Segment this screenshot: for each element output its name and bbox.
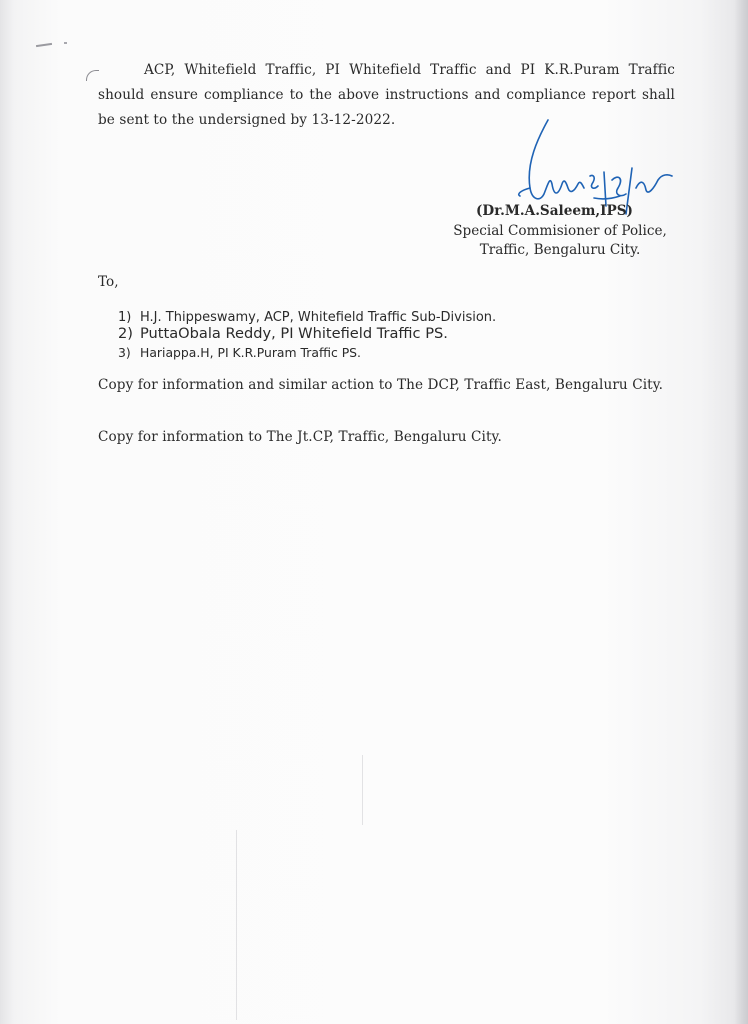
scan-mark xyxy=(36,43,52,47)
signatory-designation: Special Commisioner of Police, xyxy=(453,223,667,239)
addressee-text: H.J. Thippeswamy, ACP, Whitefield Traffic Sub-Division. xyxy=(140,310,497,325)
compliance-paragraph: ACP, Whitefield Traffic, PI Whitefield Traffic and PI K.R.Puram Traffic should ensure compliance to the above instructions and compliance report shall be sent to the undersigned by 13-12-2022. xyxy=(98,62,675,128)
addressee-item xyxy=(118,310,496,325)
addressee-number: 1) xyxy=(118,310,132,325)
page-edge-shadow xyxy=(734,0,748,1024)
scan-artifact-line xyxy=(362,755,363,825)
addressee-item xyxy=(118,345,361,360)
to-label: To, xyxy=(98,274,119,290)
copy-jtcp-paragraph: Copy for information to The Jt.CP, Traffic, Bengaluru City. xyxy=(98,429,502,445)
addressee-number: 2) xyxy=(118,325,133,342)
signatory-name: (Dr.M.A.Saleem,IPS) xyxy=(476,203,633,219)
copy-dcp-paragraph: Copy for information and similar action to The DCP, Traffic East, Bengaluru City. xyxy=(98,377,664,393)
scan-mark xyxy=(64,42,67,44)
addressee-number: 3) xyxy=(118,345,131,360)
addressee-text: PuttaObala Reddy, PI Whitefield Traffic PS. xyxy=(140,325,448,342)
addressee-text: Hariappa.H, PI K.R.Puram Traffic PS. xyxy=(140,345,361,360)
addressee-item xyxy=(118,325,448,342)
signatory-office: Traffic, Bengaluru City. xyxy=(479,242,641,258)
scan-artifact-line xyxy=(236,830,237,1020)
